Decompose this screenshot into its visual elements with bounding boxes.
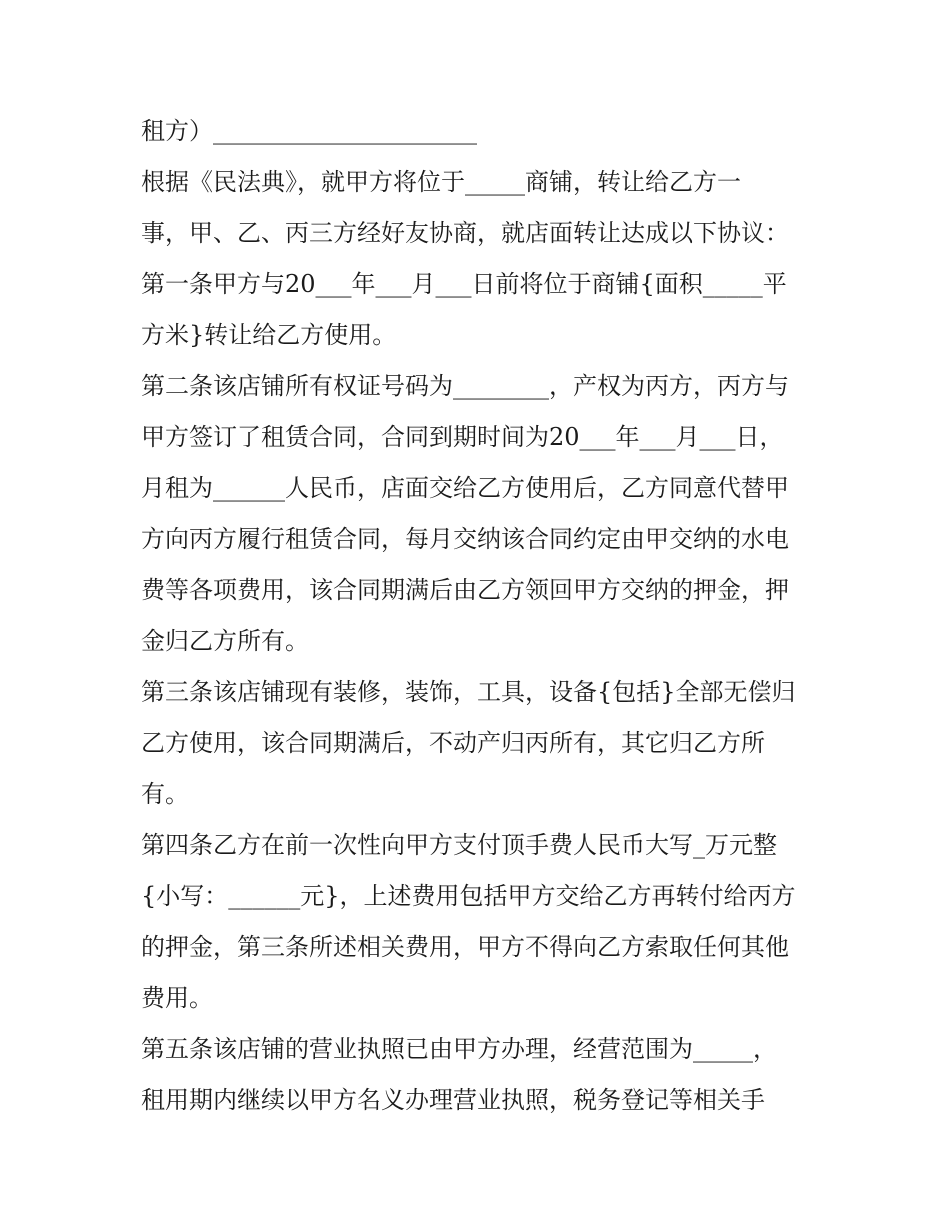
- text-line: 月租为______人民币，店面交给乙方使用后，乙方同意代替甲: [141, 474, 789, 502]
- text-line: 乙方使用，该合同期满后，不动产归丙所有，其它归乙方所: [141, 729, 765, 757]
- text-line: 第二条该店铺所有权证号码为________，产权为丙方，丙方与: [141, 372, 789, 400]
- text-line: 根据《民法典》，就甲方将位于_____商铺，转让给乙方一: [141, 168, 741, 196]
- text-line: 费等各项费用，该合同期满后由乙方领回甲方交纳的押金，押: [141, 576, 789, 604]
- text-line: 第四条乙方在前一次性向甲方支付顶手费人民币大写_万元整: [141, 831, 777, 859]
- text-line: 金归乙方所有。: [141, 627, 309, 655]
- text-line: 第一条甲方与20___年___月___日前将位于商铺{面积_____平: [141, 270, 787, 298]
- text-line: 方向丙方履行租赁合同，每月交纳该合同约定由甲交纳的水电: [141, 525, 789, 553]
- text-line: 第三条该店铺现有装修，装饰，工具，设备{包括}全部无偿归: [141, 678, 796, 706]
- text-line: 的押金，第三条所述相关费用，甲方不得向乙方索取任何其他: [141, 933, 789, 961]
- text-line: 费用。: [141, 984, 213, 1012]
- text-line: 甲方签订了租赁合同，合同到期时间为20___年___月___日，: [141, 423, 784, 451]
- text-line: 有。: [141, 780, 189, 808]
- text-line: 方米}转让给乙方使用。: [141, 321, 397, 349]
- text-line: 第五条该店铺的营业执照已由甲方办理，经营范围为_____，: [141, 1035, 777, 1063]
- document-body: [141, 106, 821, 1126]
- text-line: 租用期内继续以甲方名义办理营业执照，税务登记等相关手: [141, 1086, 765, 1114]
- text-line: 事，甲、乙、丙三方经好友协商，就店面转让达成以下协议：: [141, 219, 789, 247]
- text-line: 租方）______________________: [141, 117, 477, 145]
- text-line: {小写：______元}，上述费用包括甲方交给乙方再转付给丙方: [141, 882, 796, 910]
